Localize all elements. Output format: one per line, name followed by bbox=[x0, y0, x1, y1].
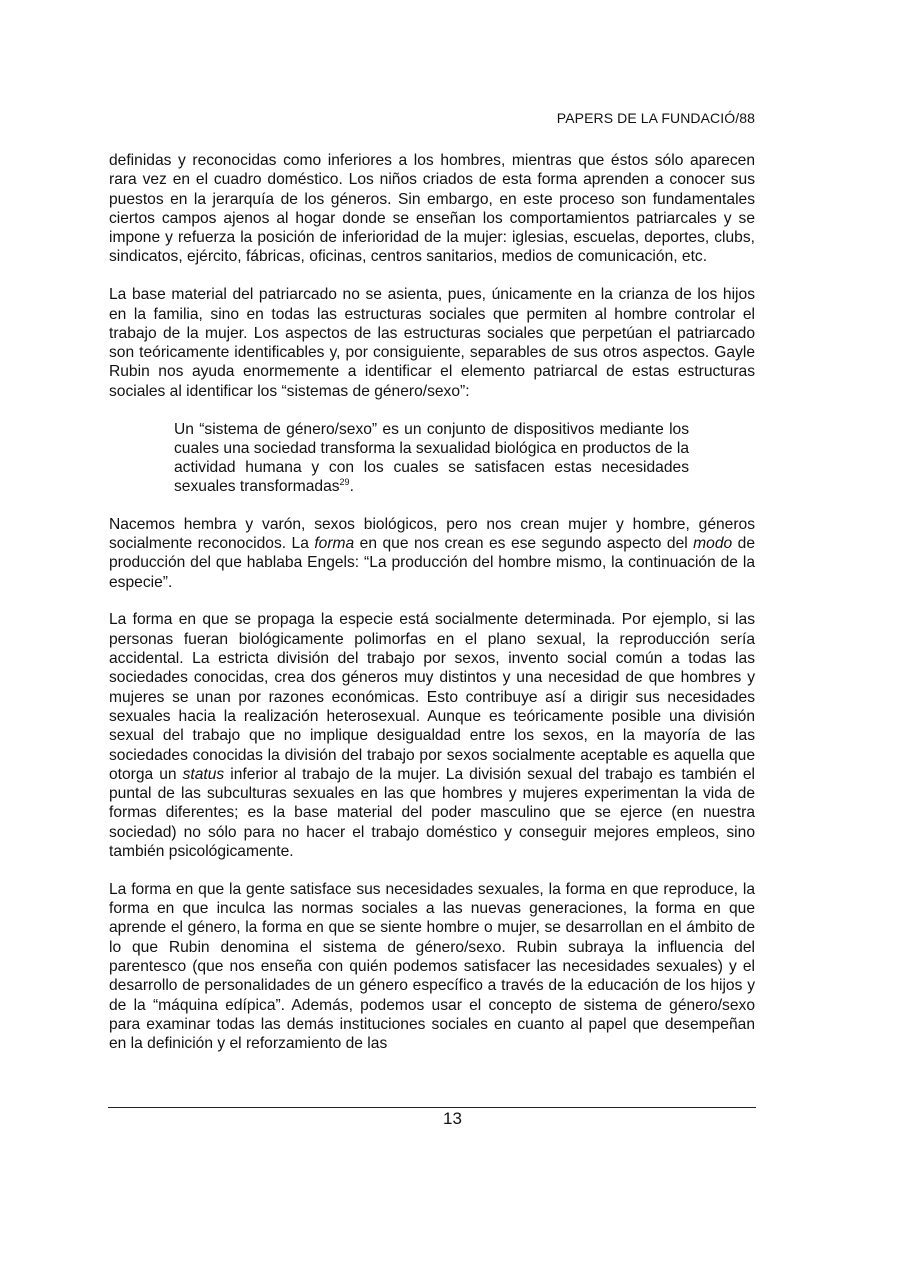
block-quote bbox=[174, 420, 689, 497]
body-text bbox=[109, 151, 755, 1072]
paragraph-4-text-b: inferior al trabajo de la mujer. La división sexual del trabajo es también el puntal de las subculturas sexuales en las que hombres y mujeres experimentan la vida de formas diferentes; es la base material del poder masculino que se ejerce (en nuestra sociedad) no sólo para no hacer el trabajo doméstico y conseguir mejores empleos, sino también psicológicamente. bbox=[109, 765, 755, 860]
paragraph-4 bbox=[109, 610, 755, 861]
paragraph-4-text-a: La forma en que se propaga la especie está socialmente determinada. Por ejemplo, si las personas fueran biológicamente polimorfas en el plano sexual, la reproducción sería accidental. La estricta división del trabajo por sexos, invento social común a todas las sociedades conocidas, crea dos géneros muy distintos y una necesidad de que hombres y mujeres se unan por razones económicas. Esto contribuye así a dirigir sus necesidades sexuales hacia la realización heterosexual. Aunque es teóricamente posible una división sexual del trabajo que no implique desigualdad entre los sexos, en la mayoría de las sociedades conocidas la división del trabajo por sexos socialmente aceptable es aquella que otorga un bbox=[109, 611, 755, 783]
paragraph-3-emphasis-forma: forma bbox=[314, 535, 355, 553]
footnote-reference[interactable]: 29 bbox=[339, 477, 350, 488]
paragraph-3-text-c: de producción del que hablaba Engels: “La producción del hombre mismo, la continuación de la especie”. bbox=[109, 535, 755, 591]
paragraph-2: La base material del patriarcado no se asienta, pues, únicamente en la crianza de los hijos en la familia, sino en todas las estructuras sociales que permiten al hombre controlar el trabajo de la mujer. Los aspectos de las estructuras sociales que perpetúan el patriarcado son teóricamente identificables y, por consiguiente, separables de sus otros aspectos. Gayle Rubin nos ayuda enormemente a identificar el elemento patriarcal de estas estructuras sociales al identificar los “sistemas de género/sexo”: bbox=[109, 286, 755, 400]
paragraph-3-text-a: Nacemos hembra y varón, sexos biológicos, pero nos crean mujer y hombre, géneros socialmente reconocidos. La bbox=[109, 515, 755, 553]
paragraph-5: La forma en que la gente satisface sus necesidades sexuales, la forma en que reproduce, la forma en que inculca las normas sociales a las nuevas generaciones, la forma en que aprende el género, la forma en que se siente hombre o mujer, se desarrollan en el ámbito de lo que Rubin denomina el sistema de género/sexo. Rubin subraya la influencia del parentesco (que nos enseña con quién podemos satisfacer las necesidades sexuales) y el desarrollo de personalidades de un género específico a través de la educación de los hijos y de la “máquina edípica”. Además, podemos usar el concepto de sistema de género/sexo para examinar todas las demás instituciones sociales en cuanto al papel que desempeñan en la definición y el reforzamiento de las bbox=[109, 880, 755, 1053]
quote-text: Un “sistema de género/sexo” es un conjunto de dispositivos mediante los cuales una sociedad transforma la sexualidad biológica en productos de la actividad humana y con los cuales se satisfacen estas necesidades sexuales transformadas bbox=[174, 420, 689, 496]
footer-rule bbox=[108, 1107, 756, 1108]
paragraph-3-emphasis-modo: modo bbox=[693, 535, 733, 553]
quote-end: . bbox=[349, 478, 354, 496]
paragraph-3-text-b: en que nos crean es ese segundo aspecto del bbox=[354, 535, 694, 553]
page-number: 13 bbox=[443, 1109, 462, 1128]
paragraph-3 bbox=[109, 515, 755, 592]
paragraph-4-emphasis-status: status bbox=[182, 765, 225, 783]
running-header: PAPERS DE LA FUNDACIÓ/88 bbox=[556, 110, 755, 126]
paragraph-1: definidas y reconocidas como inferiores a los hombres, mientras que éstos sólo aparecen rara vez en el cuadro doméstico. Los niños criados de esta forma aprenden a conocer sus puestos en la jerarquía de los géneros. Sin embargo, en este proceso son fundamentales ciertos campos ajenos al hogar donde se enseñan los comportamientos patriarcales y se impone y refuerza la posición de inferioridad de la mujer: iglesias, escuelas, deportes, clubs, sindicatos, ejército, fábricas, oficinas, centros sanitarios, medios de comunicación, etc. bbox=[109, 152, 755, 266]
